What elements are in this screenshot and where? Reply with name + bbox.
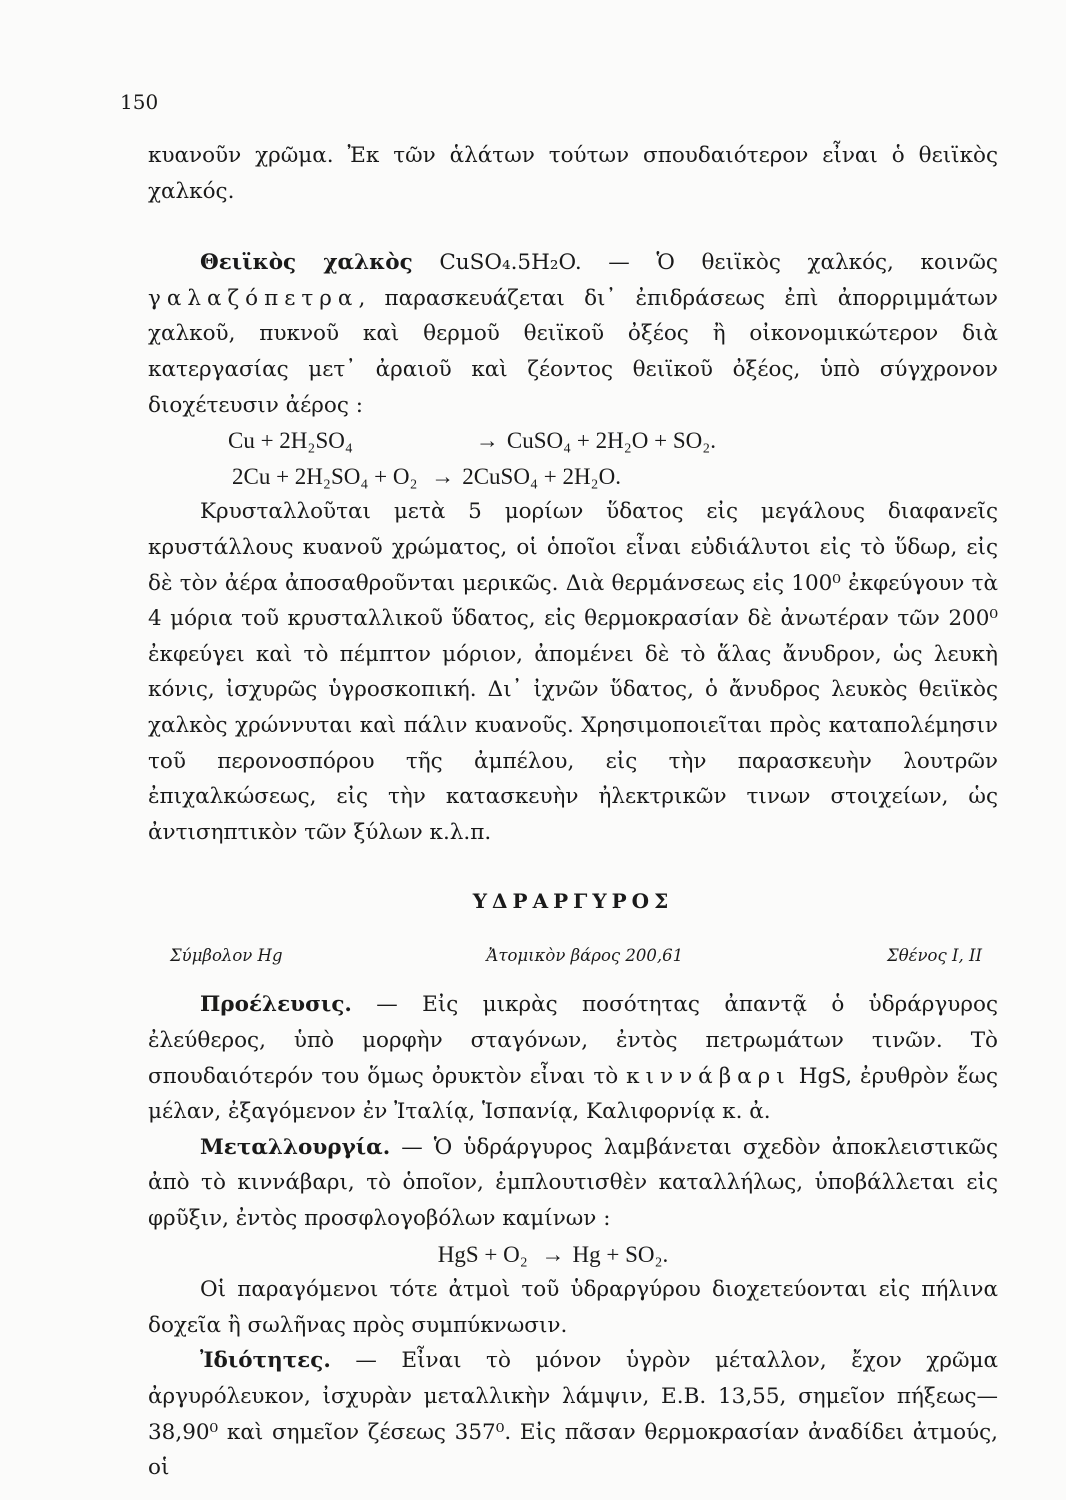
equation-2 bbox=[148, 459, 998, 495]
occurrence-cinnabar: κιννάβαρι bbox=[626, 1063, 791, 1089]
metallurgy-text: — Ὁ ὑδράργυρος λαμβάνεται σχεδὸν ἀποκλειστικῶς ἀπὸ τὸ κιννάβαρι, τὸ ὁποῖον, ἐμπλουτισθὲν καταλλήλως, ὑποβάλλεται εἰς φρῦξιν, ἐντὸς προσφλογοβόλων καμίνων : bbox=[148, 1134, 998, 1232]
copper-sulfate-title: Θειϊκὸς χαλκὸς bbox=[200, 250, 413, 276]
paragraph-vapors: Οἱ παραγόμενοι τότε ἀτμοὶ τοῦ ὑδραργύρου διοχετεύονται εἰς πήλινα δοχεῖα ἢ σωλῆνας πρὸς συμπύκνωσιν. bbox=[148, 1277, 998, 1338]
properties-title: Ἰδιότητες. bbox=[200, 1348, 331, 1374]
paragraph-intro: κυανοῦν χρῶμα. Ἐκ τῶν ἁλάτων τούτων σπουδαιότερον εἶναι ὁ θειϊκὸς χαλκός. bbox=[148, 143, 998, 204]
occurrence-text-b: HgS, ἐρυθρὸν ἕως μέλαν, ἐξαγόμενον ἐν Ἰταλίᾳ, Ἱσπανίᾳ, Καλιφορνίᾳ κ. ἀ. bbox=[148, 1063, 998, 1125]
occurrence-title: Προέλευσις. bbox=[200, 992, 352, 1018]
equation-1 bbox=[148, 423, 998, 459]
section-heading-mercury: ΥΔΡΑΡΓΥΡΟΣ bbox=[472, 889, 674, 914]
section-gap bbox=[148, 209, 998, 245]
page-number: 150 bbox=[120, 90, 159, 114]
metallurgy-title: Μεταλλουργία. bbox=[200, 1134, 391, 1160]
paragraph-occurrence bbox=[148, 987, 998, 1129]
copper-sulfate-text-a: — Ὁ θειϊκὸς χαλκός, κοινῶς bbox=[608, 250, 998, 276]
equation-1-left: Cu + 2H₂SO₄ bbox=[228, 428, 353, 454]
copper-sulfate-formula: CuSO₄.5H₂O. bbox=[439, 250, 582, 276]
page-body bbox=[148, 138, 998, 1486]
equation-1-arrow: → bbox=[475, 428, 499, 454]
equation-2-arrow: → bbox=[431, 463, 455, 489]
element-valence: Σθένος I, II bbox=[887, 945, 982, 965]
copper-sulfate-text-b: , παρασκευάζεται δι᾽ ἐπιδράσεως ἐπὶ ἀπορριμμάτων χαλκοῦ, πυκνοῦ καὶ θερμοῦ θειϊκοῦ ὀξέος ἢ οἰκονομικώτερον διὰ κατεργασίας μετ᾽ ἀραιοῦ καὶ ζέοντος θειϊκοῦ ὀξέος, ὑπὸ σύγχρονον διοχέτευσιν ἀέρος : bbox=[148, 285, 998, 418]
element-symbol: Σύμβολον Hg bbox=[170, 945, 283, 965]
equation-3-right: Hg + SO₂. bbox=[572, 1241, 669, 1267]
equation-3-left: HgS + O₂ bbox=[437, 1241, 528, 1267]
element-atomic-weight: Ἀτομικὸν βάρος 200,61 bbox=[486, 945, 684, 965]
paragraph-metallurgy bbox=[148, 1130, 998, 1237]
paragraph-properties bbox=[148, 1343, 998, 1485]
paragraph-crystallization: Κρυσταλλοῦται μετὰ 5 μορίων ὕδατος εἰς μεγάλους διαφανεῖς κρυστάλλους κυανοῦ χρώματος, οἱ ὁποῖοι εἶναι εὐδιάλυτοι εἰς τὸ ὕδωρ, εἰς δὲ τὸν ἀέρα ἀποσαθροῦνται μερικῶς. Διὰ θερμάνσεως εἰς 100⁰ ἐκφεύγουν τὰ 4 μόρια τοῦ κρυσταλλικοῦ ὕδατος, εἰς θερμοκρασίαν δὲ ἀνωτέραν τῶν 200⁰ ἐκφεύγει καὶ τὸ πέμπτον μόριον, ἀπομένει δὲ τὸ ἅλας ἄνυδρον, ὡς λευκὴ κόνις, ἰσχυρῶς ὑγροσκοπική. Δι᾽ ἰχνῶν ὕδατος, ὁ ἄνυδρος λευκὸς θειϊκὸς χαλκὸς χρώννυται καὶ πάλιν κυανοῦς. Χρησιμοποιεῖται πρὸς καταπολέμησιν τοῦ περονοσπόρου τῆς ἀμπέλου, εἰς τὴν παρασκευὴν λουτρῶν ἐπιχαλκώσεως, εἰς τὴν κατασκευὴν ἠλεκτρικῶν τινων στοιχείων, ὡς ἀντισηπτικὸν τῶν ξύλων κ.λ.π. bbox=[148, 499, 998, 845]
properties-text: — Εἶναι τὸ μόνον ὑγρὸν μέταλλον, ἔχον χρῶμα ἀργυρόλευκον, ἰσχυρὰν μεταλλικὴν λάμψιν, Ε.Β. 13,55, σημεῖον πήξεως—38,90⁰ καὶ σημεῖον ζέσεως 357⁰. Εἰς πᾶσαν θερμοκρασίαν ἀναδίδει ἀτμούς, οἱ bbox=[148, 1348, 998, 1481]
equation-2-left: 2Cu + 2H₂SO₄ + O₂ bbox=[232, 463, 418, 489]
equation-3-arrow: → bbox=[541, 1241, 565, 1267]
equation-3 bbox=[148, 1237, 998, 1273]
copper-sulfate-common-name: γαλαζόπετρα bbox=[148, 285, 359, 311]
equation-1-right: CuSO₄ + 2H₂O + SO₂. bbox=[506, 428, 716, 454]
paragraph-copper-sulfate bbox=[148, 245, 998, 423]
element-meta-row bbox=[148, 938, 998, 974]
occurrence-text-a: — Εἰς μικρὰς ποσότητας ἀπαντᾷ ὁ ὑδράργυρος ἐλεύθερος, ὑπὸ μορφὴν σταγόνων, ἐντὸς πετρωμάτων τινῶν. Τὸ σπουδαιότερόν του ὅμως ὀρυκτὸν εἶναι τὸ bbox=[148, 992, 998, 1089]
equation-2-right: 2CuSO₄ + 2H₂O. bbox=[462, 463, 621, 489]
